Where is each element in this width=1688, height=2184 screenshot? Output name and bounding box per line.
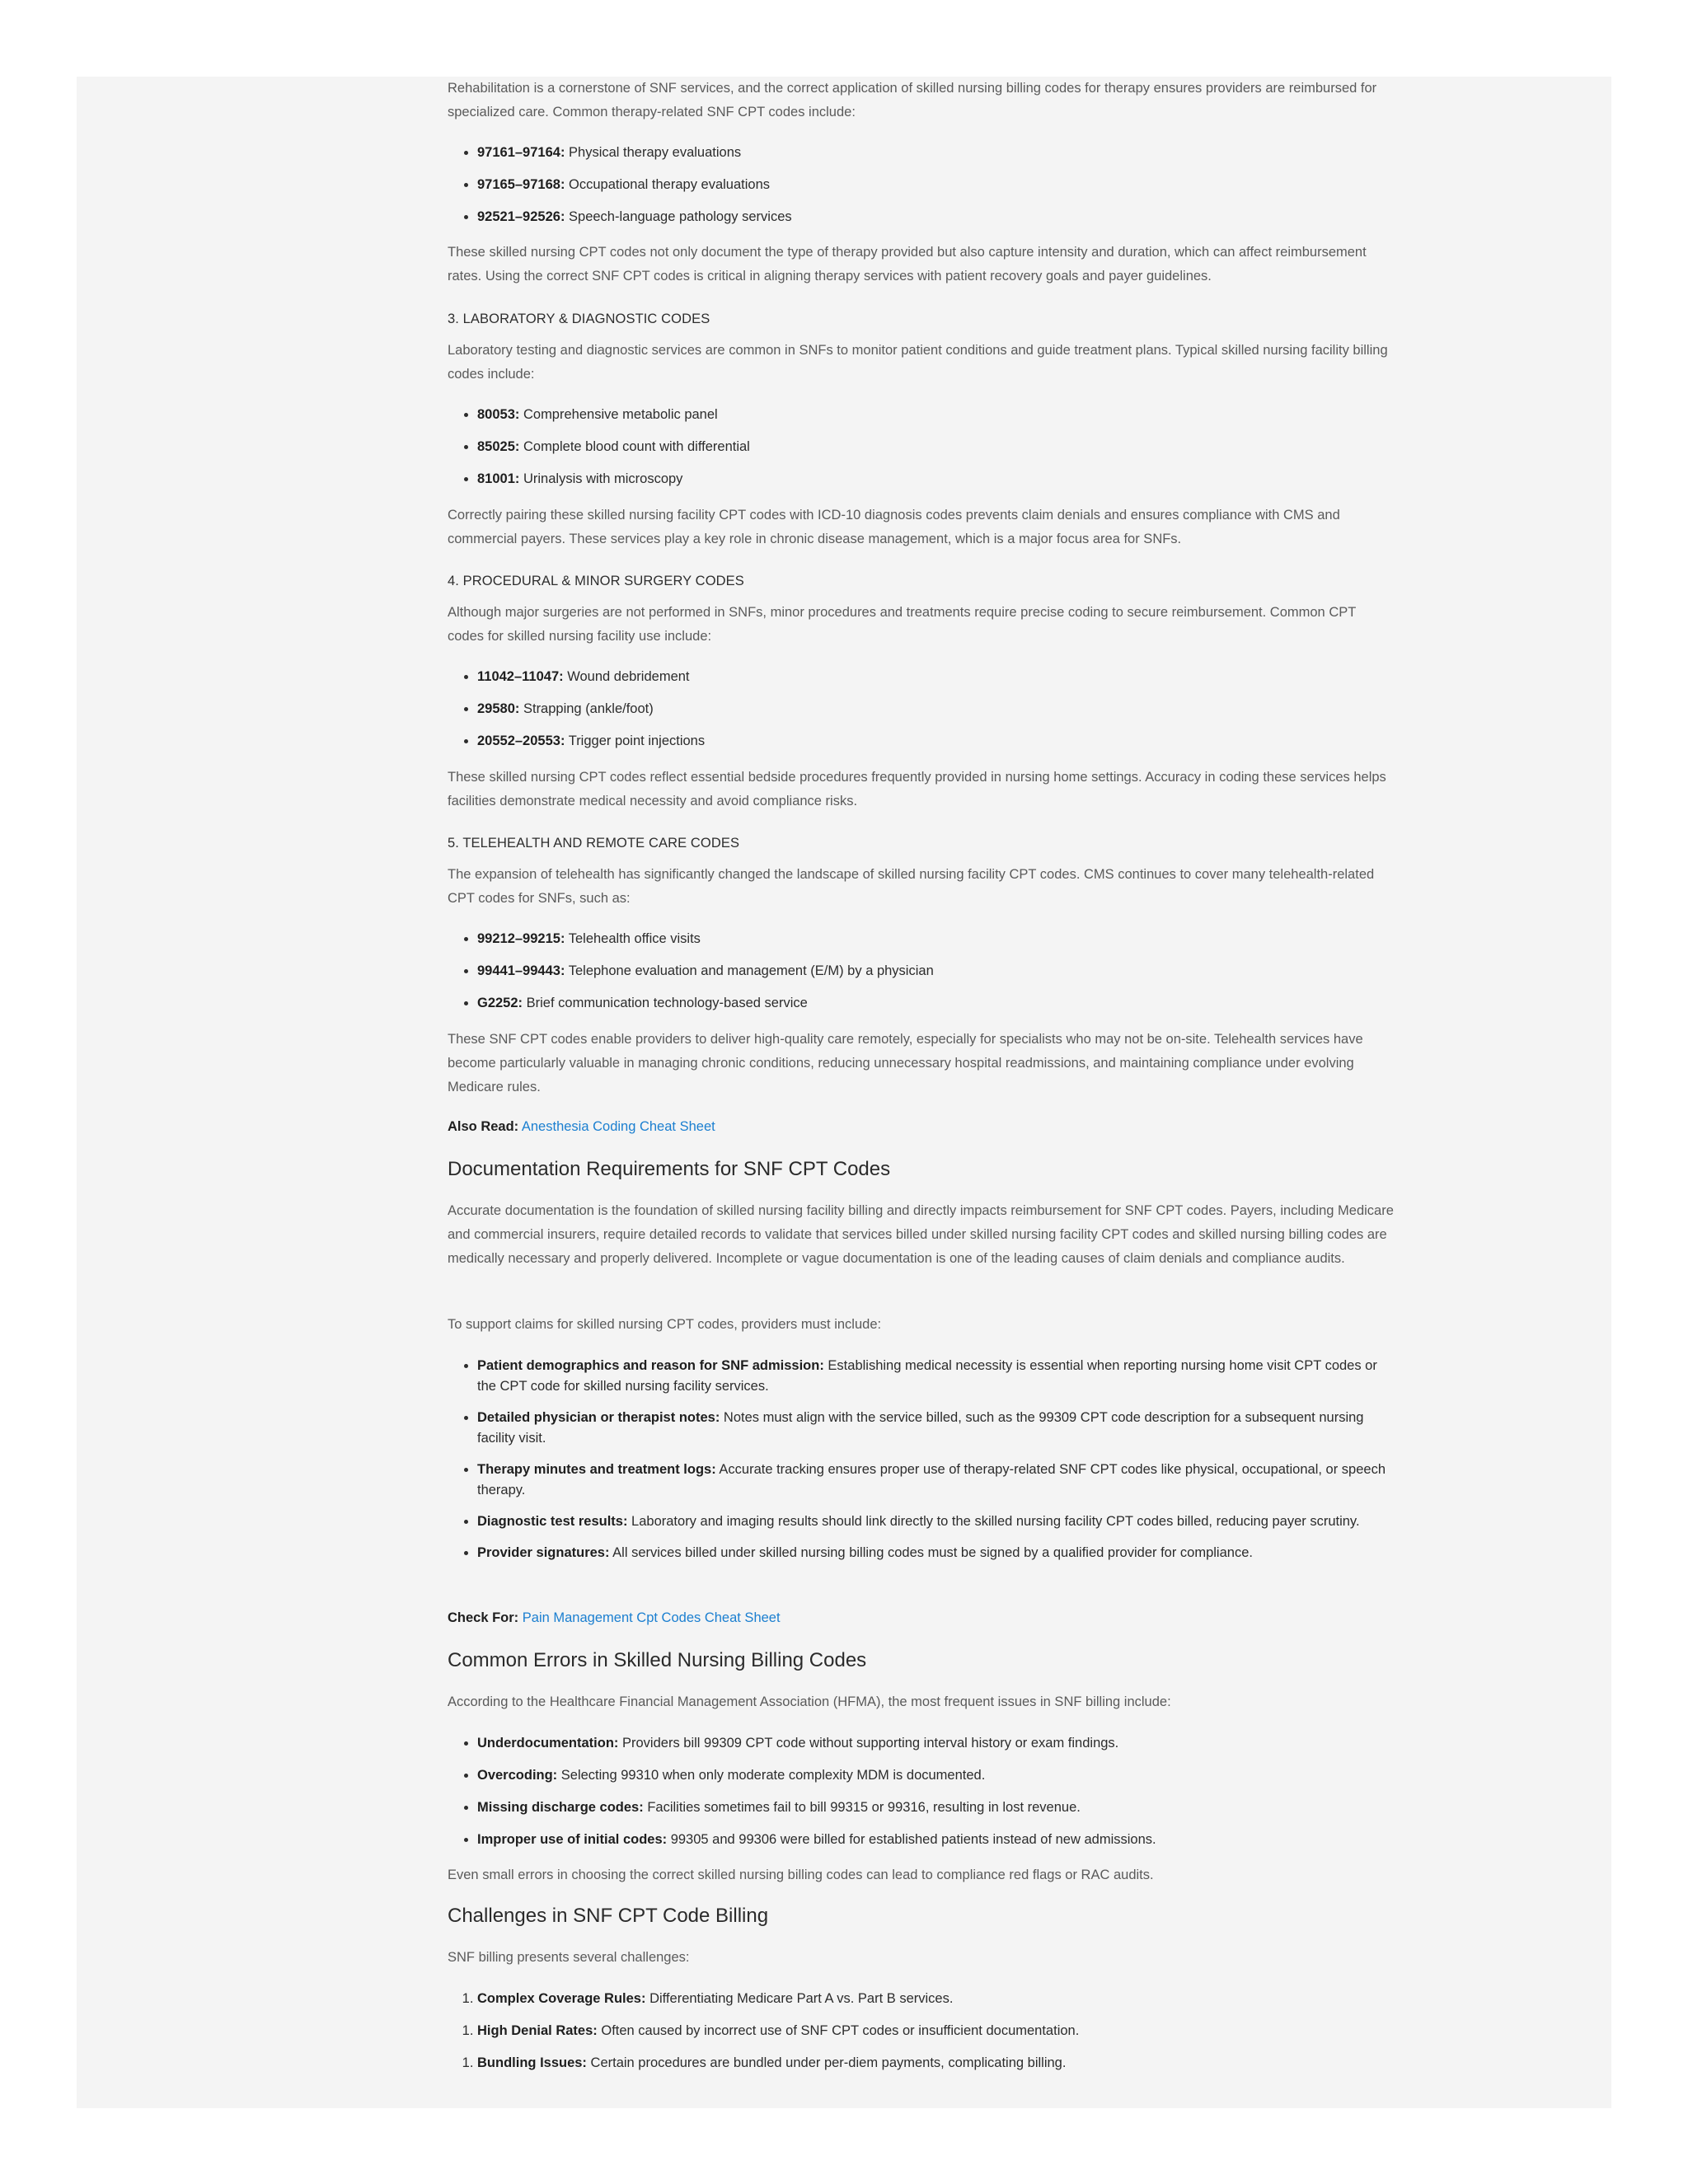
list-item: • 80053: Comprehensive metabolic panel <box>477 405 1395 425</box>
list-item: 1. Bundling Issues: Certain procedures are bundled under per-diem payments, complicating billing. <box>477 2053 1395 2074</box>
list-item: • Provider signatures: All services billed under skilled nursing billing codes must be signed by a qualified provider for compliance. <box>477 1543 1395 1563</box>
list-item: • Detailed physician or therapist notes: Notes must align with the service billed, such as the 99309 CPT code description for a subsequent nursing facility visit. <box>477 1408 1395 1449</box>
list-item: • 81001: Urinalysis with microscopy <box>477 469 1395 490</box>
procedural-closing-paragraph: These skilled nursing CPT codes reflect essential bedside procedures frequently provided in nursing home settings. Accuracy in coding these services helps facilities demonstrate medical necessity and avoid compliance risks. <box>448 770 1386 808</box>
challenges-paragraph: SNF billing presents several challenges: <box>448 1950 690 1965</box>
errors-list <box>448 1733 1395 1862</box>
list-item: • 97165–97168: Occupational therapy evaluations <box>477 175 1395 195</box>
documentation-paragraph: Accurate documentation is the foundation of skilled nursing facility billing and directly impacts reimbursement for SNF CPT codes. Payers, including Medicare and commercial insurers, require detailed records to validate that services billed under skilled nursing facility CPT codes and skilled nursing billing codes are medically necessary and properly delivered. Incomplete or vague documentation is one of the leading causes of claim denials and compliance audits. <box>448 1203 1394 1266</box>
telehealth-heading: 5. TELEHEALTH AND REMOTE CARE CODES <box>448 836 740 851</box>
list-item: 1. High Denial Rates: Often caused by incorrect use of SNF CPT codes or insufficient documentation. <box>477 2021 1395 2041</box>
telehealth-codes-list <box>448 929 1395 1025</box>
list-item: • 99441–99443: Telephone evaluation and management (E/M) by a physician <box>477 961 1395 982</box>
errors-closing-paragraph: Even small errors in choosing the correct skilled nursing billing codes can lead to compliance red flags or RAC audits. <box>448 1868 1154 1882</box>
article-page <box>77 77 1611 2108</box>
list-item: • 20552–20553: Trigger point injections <box>477 731 1395 752</box>
therapy-intro-paragraph: Rehabilitation is a cornerstone of SNF services, and the correct application of skilled nursing billing codes for therapy ensures providers are reimbursed for specialized care. Common therapy-related SNF CPT codes include: <box>448 81 1377 120</box>
list-item: • Improper use of initial codes: 99305 and 99306 were billed for established patients instead of new admissions. <box>477 1830 1395 1850</box>
telehealth-paragraph: The expansion of telehealth has significantly changed the landscape of skilled nursing facility CPT codes. CMS continues to cover many telehealth-related CPT codes for SNFs, such as: <box>448 867 1375 906</box>
procedural-codes-list <box>448 667 1395 763</box>
procedural-paragraph: Although major surgeries are not performed in SNFs, minor procedures and treatments require precise coding to secure reimbursement. Common CPT codes for skilled nursing facility use include: <box>448 605 1357 644</box>
therapy-closing-paragraph: These skilled nursing CPT codes not only document the type of therapy provided but also capture intensity and duration, which can affect reimbursement rates. Using the correct SNF CPT codes is critical in aligning therapy services with patient recovery goals and payer guidelines. <box>448 245 1367 284</box>
documentation-requirements-list <box>448 1356 1395 1574</box>
challenges-list <box>448 1989 1395 2085</box>
documentation-support-paragraph: To support claims for skilled nursing CPT codes, providers must include: <box>448 1317 882 1332</box>
list-item: • Underdocumentation: Providers bill 99309 CPT code without supporting interval history or exam findings. <box>477 1733 1395 1754</box>
list-item: • Diagnostic test results: Laboratory and imaging results should link directly to the skilled nursing facility CPT codes billed, reducing payer scrutiny. <box>477 1511 1395 1532</box>
lab-paragraph: Laboratory testing and diagnostic services are common in SNFs to monitor patient conditions and guide treatment plans. Typical skilled nursing facility billing codes include: <box>448 343 1388 382</box>
list-item: • 11042–11047: Wound debridement <box>477 667 1395 687</box>
list-item: • 99212–99215: Telehealth office visits <box>477 929 1395 949</box>
lab-heading: 3. LABORATORY & DIAGNOSTIC CODES <box>448 312 710 326</box>
procedural-heading: 4. PROCEDURAL & MINOR SURGERY CODES <box>448 574 744 588</box>
list-item: • Missing discharge codes: Facilities sometimes fail to bill 99315 or 99316, resulting in lost revenue. <box>477 1797 1395 1818</box>
list-item: • 85025: Complete blood count with differential <box>477 437 1395 457</box>
lab-codes-list <box>448 405 1395 501</box>
list-item: • 97161–97164: Physical therapy evaluations <box>477 143 1395 163</box>
telehealth-closing-paragraph: These SNF CPT codes enable providers to deliver high-quality care remotely, especially for specialists who may not be on-site. Telehealth services have become particularly valuable in managing chronic conditions, reducing unnecessary hospital readmissions, and maintaining compliance under evolving Medicare rules. <box>448 1032 1363 1094</box>
lab-closing-paragraph: Correctly pairing these skilled nursing facility CPT codes with ICD-10 diagnosis codes prevents claim denials and ensures compliance with CMS and commercial payers. These services play a key role in chronic disease management, which is a major focus area for SNFs. <box>448 508 1340 546</box>
documentation-heading: Documentation Requirements for SNF CPT Codes <box>448 1158 891 1180</box>
anesthesia-cheat-sheet-link[interactable]: Anesthesia Coding Cheat Sheet <box>521 1119 715 1134</box>
list-item: • Therapy minutes and treatment logs: Accurate tracking ensures proper use of therapy-related SNF CPT codes like physical, occupational, or speech therapy. <box>477 1460 1395 1501</box>
therapy-codes-list <box>448 143 1395 239</box>
therapy-intro-section <box>448 77 1395 124</box>
list-item: • Patient demographics and reason for SNF admission: Establishing medical necessity is essential when reporting nursing home visit CPT codes or the CPT code for skilled nursing facility services. <box>477 1356 1395 1397</box>
list-item: • G2252: Brief communication technology-based service <box>477 993 1395 1014</box>
list-item: • 29580: Strapping (ankle/foot) <box>477 699 1395 719</box>
also-read: Also Read: Anesthesia Coding Cheat Sheet <box>448 1119 715 1134</box>
challenges-heading: Challenges in SNF CPT Code Billing <box>448 1905 769 1927</box>
list-item: • 92521–92526: Speech-language pathology services <box>477 207 1395 227</box>
check-for: Check For: Pain Management Cpt Codes Cheat Sheet <box>448 1610 781 1625</box>
list-item: • Overcoding: Selecting 99310 when only moderate complexity MDM is documented. <box>477 1765 1395 1786</box>
errors-paragraph: According to the Healthcare Financial Management Association (HFMA), the most frequent issues in SNF billing include: <box>448 1694 1171 1709</box>
errors-heading: Common Errors in Skilled Nursing Billing Codes <box>448 1649 867 1671</box>
pain-management-cheat-sheet-link[interactable]: Pain Management Cpt Codes Cheat Sheet <box>522 1610 781 1625</box>
list-item: 1. Complex Coverage Rules: Differentiating Medicare Part A vs. Part B services. <box>477 1989 1395 2009</box>
